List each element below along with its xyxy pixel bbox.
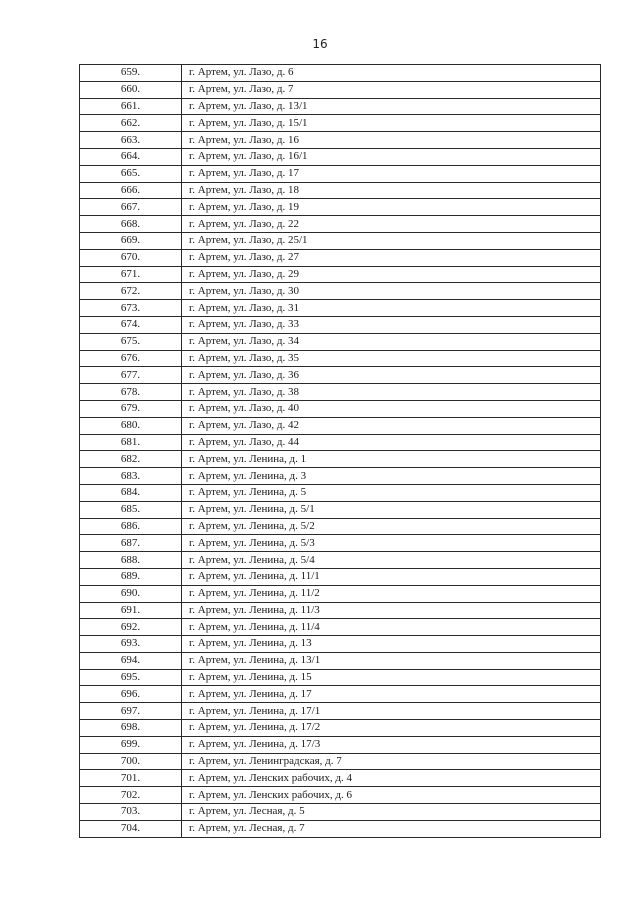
row-address: г. Артем, ул. Лазо, д. 42: [182, 417, 601, 434]
row-address: г. Артем, ул. Ленинградская, д. 7: [182, 753, 601, 770]
row-address: г. Артем, ул. Лесная, д. 7: [182, 820, 601, 837]
table-row: [80, 333, 601, 350]
table-row: [80, 602, 601, 619]
row-number: 674.: [80, 316, 182, 333]
row-number: 702.: [80, 787, 182, 804]
table-row: [80, 81, 601, 98]
row-address: г. Артем, ул. Лазо, д. 36: [182, 367, 601, 384]
row-number: 697.: [80, 703, 182, 720]
row-number: 681.: [80, 434, 182, 451]
table-row: [80, 686, 601, 703]
address-table-body: [80, 65, 601, 838]
row-number: 698.: [80, 720, 182, 737]
table-row: [80, 720, 601, 737]
row-number: 665.: [80, 165, 182, 182]
table-row: [80, 148, 601, 165]
table-row: [80, 384, 601, 401]
row-address: г. Артем, ул. Ленина, д. 5: [182, 484, 601, 501]
table-row: [80, 65, 601, 82]
row-address: г. Артем, ул. Ленина, д. 15: [182, 669, 601, 686]
row-address: г. Артем, ул. Лазо, д. 19: [182, 199, 601, 216]
row-number: 662.: [80, 115, 182, 132]
table-row: [80, 98, 601, 115]
table-row: [80, 552, 601, 569]
table-row: [80, 350, 601, 367]
table-row: [80, 736, 601, 753]
row-number: 661.: [80, 98, 182, 115]
row-address: г. Артем, ул. Лазо, д. 6: [182, 65, 601, 82]
row-address: г. Артем, ул. Ленина, д. 11/3: [182, 602, 601, 619]
row-address: г. Артем, ул. Лесная, д. 5: [182, 804, 601, 821]
table-row: [80, 804, 601, 821]
row-number: 703.: [80, 804, 182, 821]
table-row: [80, 787, 601, 804]
row-number: 666.: [80, 182, 182, 199]
row-number: 685.: [80, 501, 182, 518]
table-row: [80, 249, 601, 266]
row-number: 664.: [80, 148, 182, 165]
table-row: [80, 585, 601, 602]
row-number: 680.: [80, 417, 182, 434]
table-row: [80, 468, 601, 485]
row-number: 684.: [80, 484, 182, 501]
table-row: [80, 619, 601, 636]
row-address: г. Артем, ул. Лазо, д. 30: [182, 283, 601, 300]
table-row: [80, 770, 601, 787]
row-number: 694.: [80, 652, 182, 669]
table-row: [80, 165, 601, 182]
row-address: г. Артем, ул. Ленина, д. 5/2: [182, 518, 601, 535]
table-row: [80, 367, 601, 384]
row-address: г. Артем, ул. Ленина, д. 17/2: [182, 720, 601, 737]
row-number: 691.: [80, 602, 182, 619]
row-number: 679.: [80, 400, 182, 417]
table-row: [80, 652, 601, 669]
row-number: 687.: [80, 535, 182, 552]
row-number: 668.: [80, 216, 182, 233]
row-address: г. Артем, ул. Ленина, д. 13/1: [182, 652, 601, 669]
row-address: г. Артем, ул. Лазо, д. 16/1: [182, 148, 601, 165]
row-number: 696.: [80, 686, 182, 703]
row-number: 688.: [80, 552, 182, 569]
row-number: 669.: [80, 232, 182, 249]
row-address: г. Артем, ул. Ленина, д. 11/4: [182, 619, 601, 636]
row-number: 686.: [80, 518, 182, 535]
row-number: 689.: [80, 568, 182, 585]
row-number: 672.: [80, 283, 182, 300]
table-row: [80, 417, 601, 434]
row-number: 659.: [80, 65, 182, 82]
row-address: г. Артем, ул. Лазо, д. 38: [182, 384, 601, 401]
row-number: 704.: [80, 820, 182, 837]
table-row: [80, 115, 601, 132]
table-row: [80, 669, 601, 686]
row-address: г. Артем, ул. Лазо, д. 7: [182, 81, 601, 98]
row-number: 660.: [80, 81, 182, 98]
table-row: [80, 703, 601, 720]
row-address: г. Артем, ул. Ленина, д. 11/2: [182, 585, 601, 602]
row-address: г. Артем, ул. Ленина, д. 11/1: [182, 568, 601, 585]
table-row: [80, 199, 601, 216]
row-address: г. Артем, ул. Ленина, д. 3: [182, 468, 601, 485]
table-row: [80, 568, 601, 585]
row-address: г. Артем, ул. Ленина, д. 1: [182, 451, 601, 468]
row-number: 701.: [80, 770, 182, 787]
row-address: г. Артем, ул. Ленина, д. 5/4: [182, 552, 601, 569]
row-number: 676.: [80, 350, 182, 367]
row-address: г. Артем, ул. Лазо, д. 29: [182, 266, 601, 283]
table-row: [80, 216, 601, 233]
page-number: 16: [312, 37, 328, 51]
table-row: [80, 132, 601, 149]
row-number: 663.: [80, 132, 182, 149]
table-row: [80, 266, 601, 283]
row-address: г. Артем, ул. Ленина, д. 17: [182, 686, 601, 703]
row-address: г. Артем, ул. Лазо, д. 31: [182, 300, 601, 317]
table-row: [80, 535, 601, 552]
row-address: г. Артем, ул. Ленина, д. 17/1: [182, 703, 601, 720]
row-number: 670.: [80, 249, 182, 266]
table-row: [80, 400, 601, 417]
row-address: г. Артем, ул. Ленина, д. 17/3: [182, 736, 601, 753]
row-number: 695.: [80, 669, 182, 686]
row-address: г. Артем, ул. Лазо, д. 34: [182, 333, 601, 350]
row-address: г. Артем, ул. Лазо, д. 35: [182, 350, 601, 367]
row-number: 699.: [80, 736, 182, 753]
table-row: [80, 316, 601, 333]
row-number: 671.: [80, 266, 182, 283]
table-row: [80, 501, 601, 518]
table-row: [80, 283, 601, 300]
row-address: г. Артем, ул. Лазо, д. 15/1: [182, 115, 601, 132]
table-row: [80, 232, 601, 249]
row-address: г. Артем, ул. Лазо, д. 16: [182, 132, 601, 149]
row-address: г. Артем, ул. Ленина, д. 5/3: [182, 535, 601, 552]
row-number: 675.: [80, 333, 182, 350]
table-row: [80, 434, 601, 451]
row-number: 667.: [80, 199, 182, 216]
row-address: г. Артем, ул. Лазо, д. 22: [182, 216, 601, 233]
row-address: г. Артем, ул. Лазо, д. 18: [182, 182, 601, 199]
row-address: г. Артем, ул. Лазо, д. 27: [182, 249, 601, 266]
row-number: 700.: [80, 753, 182, 770]
row-address: г. Артем, ул. Лазо, д. 13/1: [182, 98, 601, 115]
table-row: [80, 484, 601, 501]
row-number: 677.: [80, 367, 182, 384]
table-row: [80, 182, 601, 199]
table-row: [80, 518, 601, 535]
row-number: 693.: [80, 636, 182, 653]
row-address: г. Артем, ул. Лазо, д. 40: [182, 400, 601, 417]
row-address: г. Артем, ул. Ленина, д. 5/1: [182, 501, 601, 518]
table-row: [80, 451, 601, 468]
row-number: 678.: [80, 384, 182, 401]
table-row: [80, 820, 601, 837]
row-address: г. Артем, ул. Лазо, д. 33: [182, 316, 601, 333]
row-address: г. Артем, ул. Лазо, д. 17: [182, 165, 601, 182]
address-table: [79, 64, 601, 838]
row-number: 692.: [80, 619, 182, 636]
row-address: г. Артем, ул. Ленских рабочих, д. 4: [182, 770, 601, 787]
row-address: г. Артем, ул. Ленина, д. 13: [182, 636, 601, 653]
row-address: г. Артем, ул. Ленских рабочих, д. 6: [182, 787, 601, 804]
table-row: [80, 300, 601, 317]
row-number: 682.: [80, 451, 182, 468]
table-row: [80, 753, 601, 770]
row-number: 673.: [80, 300, 182, 317]
row-address: г. Артем, ул. Лазо, д. 44: [182, 434, 601, 451]
table-row: [80, 636, 601, 653]
row-number: 690.: [80, 585, 182, 602]
row-number: 683.: [80, 468, 182, 485]
row-address: г. Артем, ул. Лазо, д. 25/1: [182, 232, 601, 249]
